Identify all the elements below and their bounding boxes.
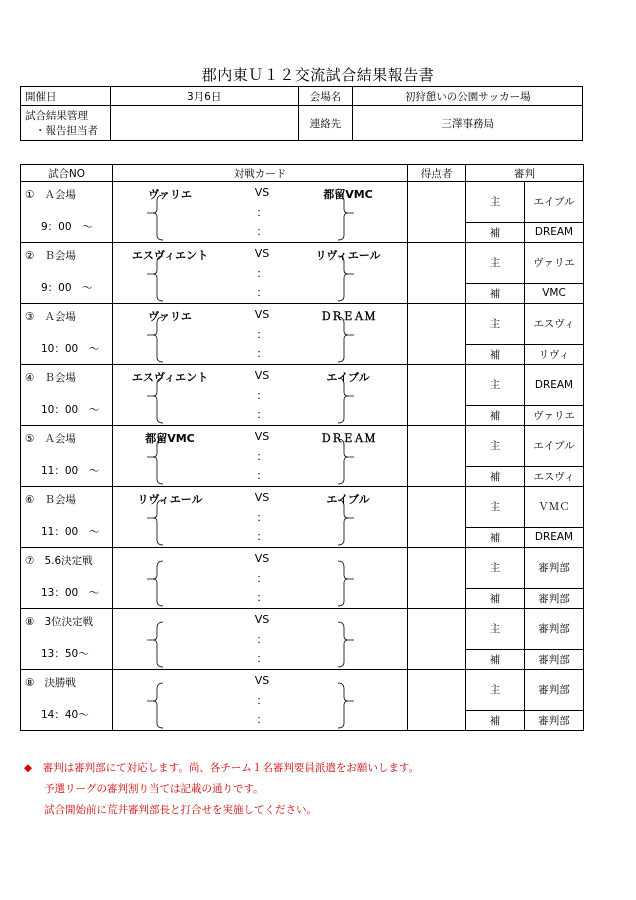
- ref-main-team: エイブル: [525, 426, 584, 467]
- ref-main-label: 主: [466, 670, 525, 711]
- scorer-cell[interactable]: [408, 182, 466, 243]
- team-b: ＤＲＥＡＭ: [320, 432, 376, 445]
- first-half-score[interactable]: ：: [256, 633, 268, 646]
- game-no-venue: ⑤ Ａ会場: [25, 433, 76, 445]
- second-half-score[interactable]: ：: [256, 469, 268, 482]
- contact-value: 三澤事務局: [353, 106, 583, 141]
- second-half-score[interactable]: ：: [256, 286, 268, 299]
- scorer-cell[interactable]: [408, 304, 466, 365]
- second-half-score[interactable]: ：: [256, 347, 268, 360]
- second-half-score[interactable]: ：: [256, 225, 268, 238]
- ref-sub-team: 審判部: [525, 710, 584, 730]
- ref-sub-label: 補: [466, 527, 525, 547]
- team-b: エイブル: [326, 371, 370, 384]
- game-slot: [21, 670, 113, 731]
- second-half-score[interactable]: ：: [256, 530, 268, 543]
- game-row: [21, 609, 584, 650]
- scorer-cell[interactable]: [408, 487, 466, 548]
- scorer-cell[interactable]: [408, 609, 466, 670]
- second-half-score[interactable]: ：: [256, 713, 268, 726]
- ref-sub-team: DREAM: [525, 527, 584, 547]
- ref-sub-label: 補: [466, 222, 525, 242]
- ref-sub-label: 補: [466, 283, 525, 303]
- ref-sub-label: 補: [466, 649, 525, 669]
- team-b: ＤＲＥＡＭ: [320, 310, 376, 323]
- team-a: ヴァリエ: [148, 188, 192, 201]
- ref-main-team: エイブル: [525, 182, 584, 223]
- game-slot: [21, 487, 113, 548]
- game-row: [21, 243, 584, 284]
- match-card: [113, 304, 408, 365]
- page-title: 郡内東Ｕ１２交流試合結果報告書: [201, 66, 435, 84]
- team-b: エイブル: [326, 493, 370, 506]
- team-a: 都留VMC: [145, 432, 195, 445]
- note-line-3: 試合開始前に荒井審判部長と打合せを実施してください。: [44, 804, 317, 816]
- ref-main-label: 主: [466, 426, 525, 467]
- first-half-score[interactable]: ：: [256, 389, 268, 402]
- manager-value[interactable]: [110, 106, 298, 141]
- ref-sub-team: VMC: [525, 283, 584, 303]
- match-card: [113, 670, 408, 731]
- vs-label: VS: [254, 430, 270, 443]
- ref-main-team: 審判部: [525, 609, 584, 650]
- vs-label: VS: [254, 247, 270, 260]
- ref-sub-team: エスヴィ: [525, 466, 584, 486]
- game-row: [21, 426, 584, 467]
- game-slot: [21, 182, 113, 243]
- scorer-cell[interactable]: [408, 365, 466, 426]
- header-game-no: 試合NO: [21, 165, 113, 182]
- team-a: リヴィエール: [137, 493, 203, 506]
- game-row: [21, 304, 584, 345]
- venue-label: 会場名: [298, 87, 353, 106]
- team-a: エスヴィエント: [131, 371, 209, 384]
- team-a: ヴァリエ: [148, 310, 192, 323]
- game-time: 11：00 ～: [41, 526, 100, 538]
- game-slot: [21, 609, 113, 670]
- game-time: 13：50～: [41, 648, 89, 660]
- ref-sub-label: 補: [466, 710, 525, 730]
- match-card: [113, 182, 408, 243]
- date-label: 開催日: [21, 87, 111, 106]
- ref-sub-team: 審判部: [525, 649, 584, 669]
- info-table: [20, 86, 583, 141]
- ref-main-team: エスヴィ: [525, 304, 584, 345]
- manager-label-line1: 試合結果管理: [25, 110, 88, 122]
- second-half-score[interactable]: ：: [256, 591, 268, 604]
- diamond-icon: ◆: [24, 762, 33, 774]
- ref-sub-label: 補: [466, 344, 525, 364]
- game-row: [21, 670, 584, 711]
- ref-main-team: 審判部: [525, 548, 584, 589]
- header-scorer: 得点者: [408, 165, 466, 182]
- first-half-score[interactable]: ：: [256, 328, 268, 341]
- ref-main-label: 主: [466, 243, 525, 284]
- scorer-cell[interactable]: [408, 548, 466, 609]
- note-line-1: ◆ 審判は審判部にて対応します。尚、各チーム１名審判要員派遣をお願いします。: [24, 758, 419, 779]
- team-b: 都留VMC: [323, 188, 373, 201]
- scorer-cell[interactable]: [408, 670, 466, 731]
- game-slot: [21, 243, 113, 304]
- scorer-cell[interactable]: [408, 426, 466, 487]
- game-slot: [21, 304, 113, 365]
- match-card: [113, 609, 408, 670]
- game-no-venue: ② Ｂ会場: [25, 250, 76, 262]
- ref-main-team: ＶＭＣ: [525, 487, 584, 528]
- scorer-cell[interactable]: [408, 243, 466, 304]
- ref-sub-team: DREAM: [525, 222, 584, 242]
- team-a: エスヴィエント: [131, 249, 209, 262]
- venue-value: 初狩憩いの公園サッカー場: [353, 87, 583, 106]
- second-half-score[interactable]: ：: [256, 652, 268, 665]
- team-b: リヴィエール: [315, 249, 381, 262]
- first-half-score[interactable]: ：: [256, 511, 268, 524]
- manager-label: [21, 106, 111, 141]
- match-card: [113, 426, 408, 487]
- ref-main-team: 審判部: [525, 670, 584, 711]
- first-half-score[interactable]: ：: [256, 206, 268, 219]
- game-no-venue: ⑧ 決勝戦: [25, 677, 76, 689]
- game-row: [21, 365, 584, 406]
- ref-main-label: 主: [466, 365, 525, 406]
- ref-sub-team: 審判部: [525, 588, 584, 608]
- game-time: 10：00 ～: [41, 404, 100, 416]
- game-no-venue: ⑥ Ｂ会場: [25, 494, 76, 506]
- game-no-venue: ⑦ 5.6決定戦: [25, 555, 93, 567]
- game-no-venue: ③ Ａ会場: [25, 311, 76, 323]
- game-time: 9：00 ～: [41, 282, 93, 294]
- ref-sub-label: 補: [466, 466, 525, 486]
- date-value: 3月6日: [110, 87, 298, 106]
- game-time: 9：00 ～: [41, 221, 93, 233]
- game-time: 14：40～: [41, 709, 89, 721]
- ref-main-label: 主: [466, 182, 525, 223]
- game-time: 13：00 ～: [41, 587, 100, 599]
- ref-sub-team: ヴァリエ: [525, 405, 584, 425]
- game-slot: [21, 365, 113, 426]
- vs-label: VS: [254, 491, 270, 504]
- game-time: 10：00 ～: [41, 343, 100, 355]
- match-card: [113, 548, 408, 609]
- game-no-venue: ④ Ｂ会場: [25, 372, 76, 384]
- vs-label: VS: [254, 186, 270, 199]
- notes: [24, 758, 419, 821]
- match-card: [113, 243, 408, 304]
- vs-label: VS: [254, 308, 270, 321]
- first-half-score[interactable]: ：: [256, 572, 268, 585]
- vs-label: VS: [254, 674, 270, 687]
- game-row: [21, 182, 584, 223]
- ref-main-label: 主: [466, 548, 525, 589]
- ref-main-team: DREAM: [525, 365, 584, 406]
- contact-label: 連絡先: [298, 106, 353, 141]
- header-card: 対戦カード: [113, 165, 408, 182]
- ref-sub-label: 補: [466, 588, 525, 608]
- vs-label: VS: [254, 552, 270, 565]
- match-card: [113, 487, 408, 548]
- game-no-venue: ⑧ 3位決定戦: [25, 616, 94, 628]
- first-half-score[interactable]: ：: [256, 450, 268, 463]
- ref-main-label: 主: [466, 304, 525, 345]
- game-slot: [21, 548, 113, 609]
- ref-sub-label: 補: [466, 405, 525, 425]
- game-row: [21, 487, 584, 528]
- header-referee: 審判: [466, 165, 584, 182]
- manager-label-line2: ・報告担当者: [35, 125, 98, 137]
- ref-main-label: 主: [466, 487, 525, 528]
- game-no-venue: ① Ａ会場: [25, 189, 76, 201]
- first-half-score[interactable]: ：: [256, 694, 268, 707]
- games-table: [20, 164, 584, 731]
- game-row: [21, 548, 584, 589]
- note-line-2: 予選リーグの審判割り当ては記載の通りです。: [44, 783, 264, 795]
- first-half-score[interactable]: ：: [256, 267, 268, 280]
- ref-main-team: ヴァリエ: [525, 243, 584, 284]
- ref-main-label: 主: [466, 609, 525, 650]
- game-slot: [21, 426, 113, 487]
- vs-label: VS: [254, 369, 270, 382]
- second-half-score[interactable]: ：: [256, 408, 268, 421]
- ref-sub-team: リヴィ: [525, 344, 584, 364]
- game-time: 11：00 ～: [41, 465, 100, 477]
- match-card: [113, 365, 408, 426]
- vs-label: VS: [254, 613, 270, 626]
